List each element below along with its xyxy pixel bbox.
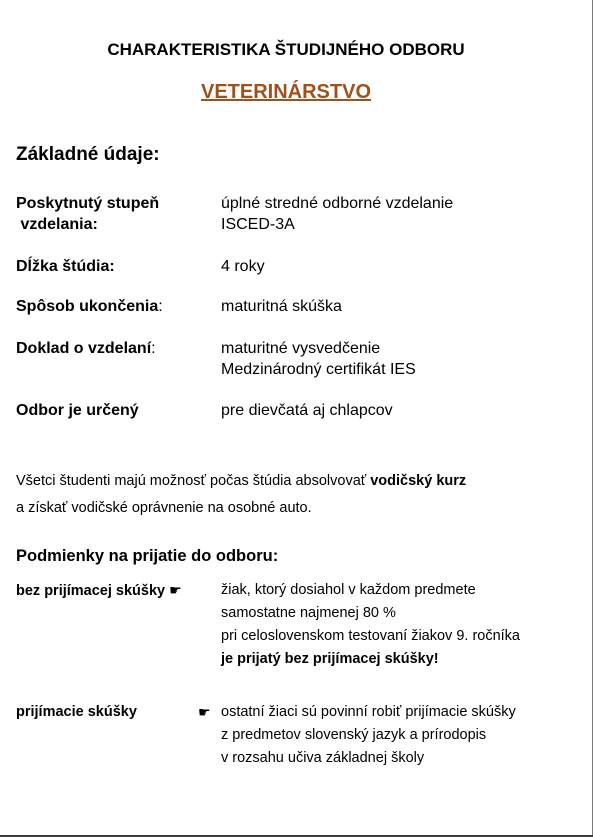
study-length-label: Dĺžka štúdia: [16, 258, 115, 275]
education-level-value [221, 193, 453, 235]
certificate-label-colon: : [151, 340, 156, 357]
driving-course-note-line2: a získať vodičské oprávnenie na osobné auto. [16, 500, 312, 516]
field-name-heading: VETERINÁRSTVO [200, 81, 372, 103]
no-exam-label-text: bez prijímacej skúšky [16, 583, 166, 599]
certificate-value [221, 338, 416, 380]
entrance-exam-line2: z predmetov slovenský jazyk a prírodopis [221, 727, 487, 743]
entrance-exam-line3: v rozsahu učiva základnej školy [221, 750, 425, 766]
education-level-value-line1: úplné stredné odborné vzdelanie [221, 195, 454, 212]
intended-for-label: Odbor je určený [16, 402, 139, 419]
pointing-hand-icon: ☛ [198, 704, 211, 720]
completion-method-label [16, 296, 163, 317]
document-title: CHARAKTERISTIKA ŠTUDIJNÉHO ODBORU [107, 40, 465, 59]
certificate-value-line2: Medzinárodný certifikát IES [221, 361, 416, 378]
driving-course-note-line1 [16, 471, 466, 491]
education-level-label-line2: vzdelania: [16, 216, 98, 233]
no-exam-line2: samostatne najmenej 80 % [221, 605, 396, 621]
no-exam-label [16, 579, 182, 603]
no-exam-text [221, 579, 520, 671]
certificate-value-line1: maturitné vysvedčenie [221, 340, 381, 357]
driving-course-note-text: Všetci študenti majú možnosť počas štúdia absolvovať [16, 473, 371, 489]
pointing-hand-icon: ☛ [169, 582, 182, 598]
entrance-exam-text [221, 701, 516, 770]
education-level-label [16, 193, 159, 235]
certificate-label-text: Doklad o vzdelaní [16, 340, 152, 357]
admission-conditions-heading: Podmienky na prijatie do odboru: [16, 547, 279, 565]
driving-course-emphasis: vodičský kurz [370, 473, 467, 489]
study-length-value: 4 roky [221, 258, 265, 275]
education-level-label-line1: Poskytnutý stupeň [16, 195, 160, 212]
no-exam-line4: je prijatý bez prijímacej skúšky! [221, 651, 439, 667]
no-exam-line3: pri celoslovenskom testovaní žiakov 9. ročníka [221, 628, 520, 644]
completion-method-value: maturitná skúška [221, 298, 342, 315]
completion-method-label-colon: : [158, 298, 163, 315]
certificate-label [16, 338, 156, 359]
education-level-value-line2: ISCED-3A [221, 216, 295, 233]
entrance-exam-line1: ostatní žiaci sú povinní robiť prijímacie skúšky [221, 704, 516, 720]
intended-for-value: pre dievčatá aj chlapcov [221, 402, 393, 419]
completion-method-label-text: Spôsob ukončenia [16, 298, 159, 315]
no-exam-line1: žiak, ktorý dosiahol v každom predmete [221, 582, 476, 598]
basic-info-heading: Základné údaje: [16, 144, 160, 165]
entrance-exam-label: prijímacie skúšky [16, 704, 137, 720]
